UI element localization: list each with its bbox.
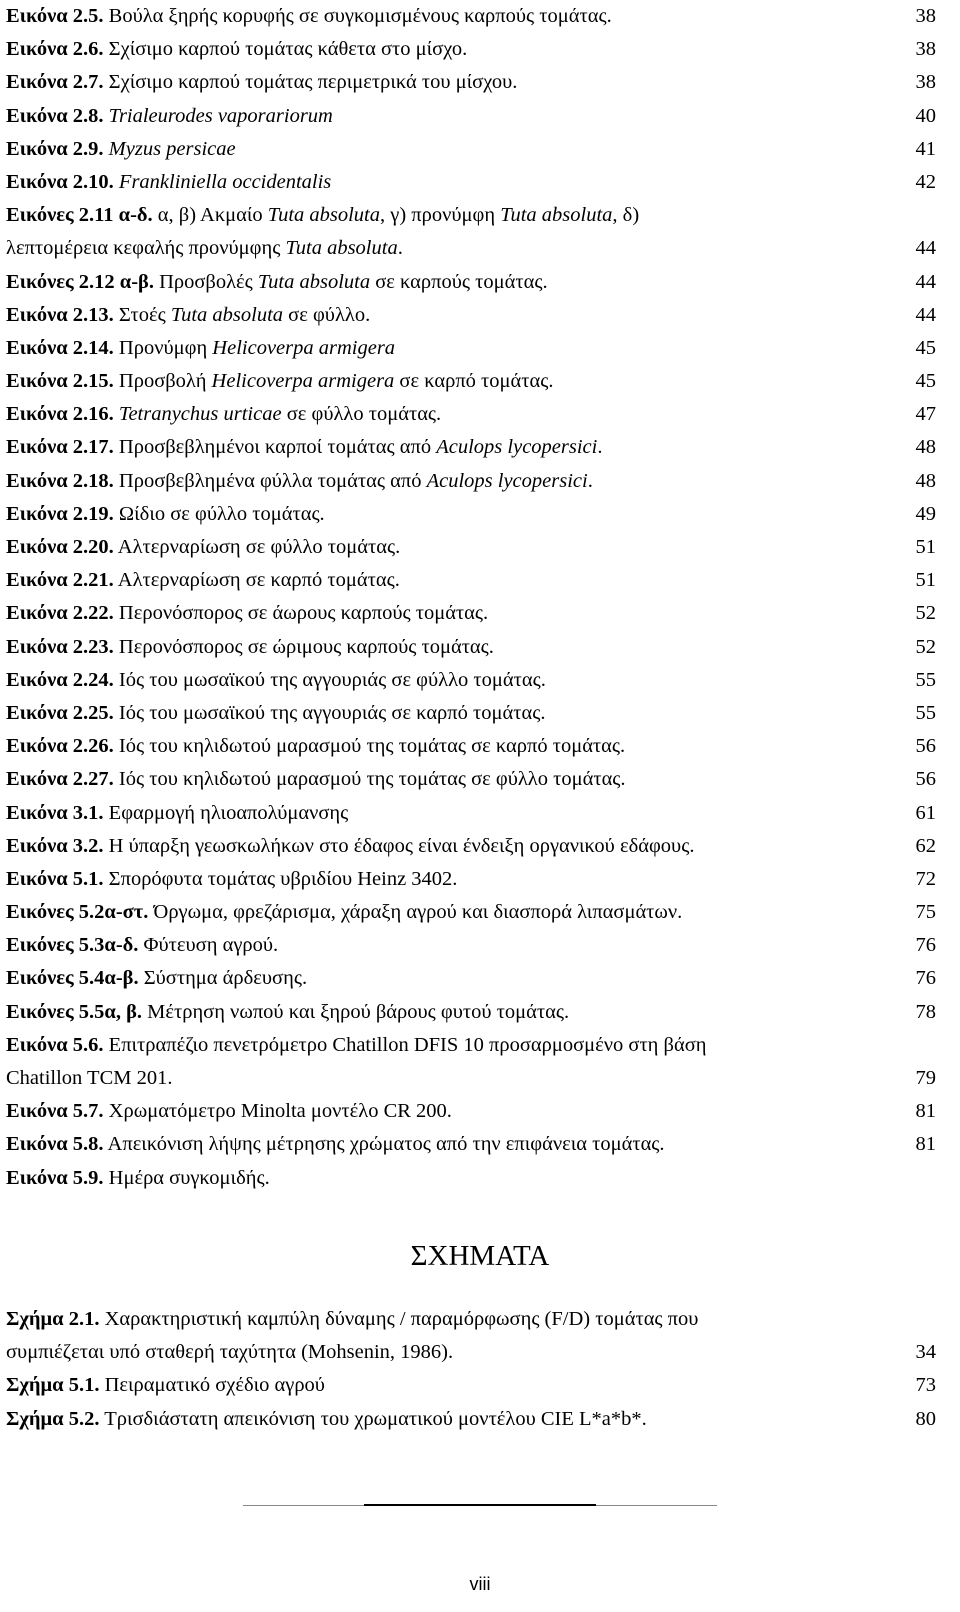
toc-entry-text (6, 1162, 926, 1195)
toc-line (6, 1029, 936, 1062)
toc-entry (6, 830, 936, 863)
entry-text-segment: Σπορόφυτα τομάτας υβριδίου Heinz 3402. (103, 867, 458, 890)
toc-entry-label: Εικόνα 2.5. (6, 5, 104, 27)
toc-page-number: 78 (915, 1000, 936, 1023)
entry-text-segment: σε φύλλο τομάτας. (281, 403, 442, 426)
entry-text-segment: α, β) Ακμαίο (152, 204, 268, 227)
toc-entry-label: Εικόνα 2.17. (6, 436, 114, 459)
toc-entry-label: Εικόνα 2.23. (6, 635, 114, 658)
toc-entry (6, 697, 936, 730)
toc-entry-text (6, 962, 906, 995)
entry-text-segment: Χρωματόμετρο Minolta μοντέλο CR 200. (103, 1100, 452, 1123)
entry-text-segment: , γ) προνύμφη (380, 204, 501, 227)
toc-page-number: 38 (915, 71, 936, 94)
entry-text-segment: Εφαρμογή ηλιοαπολύμανσης (103, 801, 349, 824)
toc-entry-text (6, 830, 906, 863)
toc-page-number: 55 (915, 668, 936, 691)
toc-page-number: 45 (915, 370, 936, 393)
toc-entry-text (6, 431, 906, 464)
toc-entry-label: Εικόνα 2.14. (6, 336, 114, 359)
entry-text-segment: Προσβεβλημένα φύλλα τομάτας από (113, 469, 427, 492)
toc-line (6, 498, 936, 531)
toc-entry-label: Εικόνα 2.18. (6, 469, 114, 492)
toc-entry (6, 531, 936, 564)
toc-line (6, 962, 936, 995)
toc-line (6, 431, 936, 464)
entry-text-segment: Η ύπαρξη γεωσκωλήκων στο έδαφος είναι ένδειξη οργανικού εδάφους. (103, 834, 695, 857)
entry-text-segment: Βούλα ξηρής κορυφής σε συγκομισμένους καρπούς τομάτας. (103, 5, 612, 27)
toc-entry-label: Εικόνα 2.10. (6, 170, 114, 193)
toc-entry-text (6, 564, 906, 597)
toc-line (6, 299, 936, 332)
entry-text-segment: Ιός του κηλιδωτού μαρασμού της τομάτας σε φύλλο τομάτας. (113, 768, 626, 791)
toc-entry-text (6, 1369, 906, 1402)
toc-page-number: 52 (915, 602, 936, 625)
toc-entry-label: Εικόνα 2.7. (6, 71, 104, 94)
entry-text-segment: Helicoverpa armigera (212, 336, 396, 359)
toc-entry (6, 498, 936, 531)
toc-entry (6, 465, 936, 498)
entry-text-segment: Frankliniella occidentalis (118, 170, 332, 193)
toc-line (6, 996, 936, 1029)
toc-line (6, 631, 936, 664)
toc-page-number: 40 (915, 104, 936, 127)
entry-text-segment: Chatillon TCM 201. (6, 1067, 173, 1089)
toc-line (6, 863, 936, 896)
toc-entry (6, 0, 936, 33)
entry-text-segment: Στοές (113, 303, 171, 326)
entry-text-segment: Σχίσιμο καρπού τομάτας περιμετρικά του μίσχου. (103, 71, 518, 94)
toc-entry (6, 1303, 936, 1369)
entry-text-segment: Σχίσιμο καρπού τομάτας κάθετα στο μίσχο. (103, 38, 468, 61)
toc-line (6, 1369, 936, 1402)
entry-text-segment: Προνύμφη (113, 336, 213, 359)
toc-entry-label: Εικόνα 2.8. (6, 104, 104, 127)
toc-entry-label: Εικόνα 5.6. (6, 1033, 104, 1056)
toc-entry (6, 664, 936, 697)
toc-line (6, 597, 936, 630)
toc-page-number: 44 (915, 237, 936, 260)
entry-text-segment: Αλτερναρίωση σε φύλλο τομάτας. (113, 536, 401, 558)
toc-entry (6, 166, 936, 199)
toc-entry-text (6, 1336, 906, 1369)
entry-text-segment: , δ) (612, 204, 640, 227)
toc-entry-text (6, 100, 906, 133)
toc-page-number: 51 (915, 536, 936, 558)
toc-entry-text (6, 133, 906, 166)
toc-entry-text (6, 697, 906, 730)
toc-entry-text (6, 1062, 906, 1095)
toc-page-number: 48 (915, 469, 936, 492)
toc-line (6, 199, 936, 232)
toc-entry-label: Εικόνα 2.6. (6, 38, 104, 61)
toc-entry-text (6, 863, 906, 896)
toc-page-number: 61 (915, 801, 936, 824)
toc-entry-label: Εικόνες 2.12 α-β. (6, 270, 154, 293)
toc-entry-label: Εικόνα 5.8. (6, 1133, 104, 1156)
entry-text-segment: Απεικόνιση λήψης μέτρησης χρώματος από την επιφάνεια τομάτας. (103, 1133, 665, 1156)
toc-line (6, 133, 936, 166)
toc-entry (6, 896, 936, 929)
toc-entry (6, 1162, 936, 1195)
toc-line (6, 929, 936, 962)
entry-text-segment: Μέτρηση νωπού και ξηρού βάρους φυτού τομάτας. (142, 1000, 570, 1023)
toc-entry (6, 763, 936, 796)
toc-entry-text (6, 166, 906, 199)
toc-entry-label: Εικόνα 2.16. (6, 403, 114, 426)
toc-line (6, 166, 936, 199)
toc-entry (6, 199, 936, 265)
toc-entry-text (6, 896, 906, 929)
toc-entry-label: Εικόνα 3.1. (6, 801, 104, 824)
toc-line (6, 763, 936, 796)
toc-entry-text (6, 0, 906, 33)
toc-line (6, 1095, 936, 1128)
toc-line-continuation (6, 1336, 936, 1369)
entry-text-segment: Ημέρα συγκομιδής. (103, 1166, 270, 1189)
toc-entry-text (6, 1128, 906, 1161)
toc-entry (6, 597, 936, 630)
entry-text-segment: Τρισδιάστατη απεικόνιση του χρωματικού μοντέλου CIE L*a*b*. (99, 1407, 647, 1430)
toc-entry-label: Εικόνα 2.24. (6, 668, 114, 691)
entry-text-segment: Tuta absoluta (500, 204, 613, 227)
toc-entry (6, 133, 936, 166)
entry-text-segment: Tuta absoluta (257, 270, 371, 293)
entry-text-segment: . (597, 436, 603, 459)
toc-page-number: 34 (915, 1341, 936, 1364)
toc-entry (6, 631, 936, 664)
toc-page-number: 73 (915, 1374, 936, 1397)
entry-text-segment: Ιός του κηλιδωτού μαρασμού της τομάτας σε καρπό τομάτας. (113, 735, 626, 758)
toc-page-number: 44 (915, 270, 936, 293)
entry-text-segment: Tuta absoluta (170, 303, 284, 326)
entry-text-segment: Tetranychus urticae (118, 403, 282, 426)
toc-entry (6, 996, 936, 1029)
toc-entry-label: Εικόνες 5.4α-β. (6, 967, 139, 990)
toc-page-number: 81 (915, 1133, 936, 1156)
toc-entry-text (6, 398, 906, 431)
toc-page-number: 38 (915, 5, 936, 27)
toc-entry-text (6, 996, 906, 1029)
toc-entry (6, 1403, 936, 1436)
toc-page-number: 80 (915, 1407, 936, 1430)
toc-entry (6, 431, 936, 464)
toc-entry-label: Εικόνα 2.27. (6, 768, 114, 791)
toc-entry-label: Εικόνα 5.9. (6, 1166, 104, 1189)
entry-text-segment: . (397, 237, 403, 260)
toc-entry-text (6, 1095, 906, 1128)
toc-page-number: 76 (915, 934, 936, 957)
entry-text-segment: Trialeurodes vaporariorum (108, 104, 333, 127)
toc-line (6, 697, 936, 730)
toc-page-number: 47 (915, 403, 936, 426)
toc-entry-text (6, 1303, 936, 1336)
toc-entry (6, 33, 936, 66)
entry-text-segment: Ιός του μωσαϊκού της αγγουριάς σε φύλλο τομάτας. (113, 668, 546, 691)
entry-text-segment: Φύτευση αγρού. (138, 934, 279, 957)
toc-page-number: 41 (915, 137, 936, 160)
entry-text-segment: Όργωμα, φρεζάρισμα, χάραξη αγρού και διασπορά λιπασμάτων. (148, 901, 683, 924)
toc-entry-text (6, 664, 906, 697)
entry-text-segment: . (587, 469, 593, 492)
toc-entry-label: Εικόνα 2.21. (6, 569, 114, 592)
toc-entry-label: Εικόνα 5.1. (6, 867, 104, 890)
toc-page-number: 56 (915, 768, 936, 791)
toc-page-number: 75 (915, 901, 936, 924)
toc-entry-text (6, 631, 906, 664)
toc-page-number: 72 (915, 867, 936, 890)
toc-entry-label: Εικόνες 5.3α-δ. (6, 934, 139, 957)
toc-page-number: 62 (915, 834, 936, 857)
page-number: viii (469, 1574, 491, 1594)
figures-list (6, 0, 936, 1195)
toc-line (6, 830, 936, 863)
toc-page-number: 76 (915, 967, 936, 990)
toc-entry-label: Εικόνα 5.7. (6, 1100, 104, 1123)
toc-line (6, 465, 936, 498)
entry-text-segment: Πειραματικό σχέδιο αγρού (99, 1374, 325, 1397)
toc-entry-text (6, 66, 906, 99)
toc-entry-label: Εικόνα 2.9. (6, 137, 104, 160)
toc-entry (6, 1369, 936, 1402)
toc-entry (6, 962, 936, 995)
toc-entry-text (6, 199, 936, 232)
toc-line-continuation (6, 1062, 936, 1095)
toc-entry-label: Εικόνες 2.11 α-δ. (6, 204, 153, 227)
entry-text-segment: Helicoverpa armigera (211, 370, 395, 393)
entry-text-segment: σε φύλλο. (283, 303, 371, 326)
toc-entry (6, 1029, 936, 1095)
entry-text-segment: Aculops lycopersici (426, 469, 588, 492)
entry-text-segment: συμπιέζεται υπό σταθερή ταχύτητα (Mohsenin, 1986). (6, 1341, 454, 1364)
toc-entry-text (6, 929, 906, 962)
toc-entry-label: Σχήμα 2.1. (6, 1308, 100, 1330)
entry-text-segment: Ιός του μωσαϊκού της αγγουριάς σε καρπό τομάτας. (113, 701, 546, 724)
toc-entry-label: Εικόνα 2.26. (6, 735, 114, 758)
toc-page-number: 52 (915, 635, 936, 658)
toc-page-number: 51 (915, 569, 936, 592)
entry-text-segment: Χαρακτηριστική καμπύλη δύναμης / παραμόρφωσης (F/D) τομάτας που (99, 1308, 699, 1330)
toc-line (6, 564, 936, 597)
toc-page-number: 49 (915, 502, 936, 525)
toc-entry (6, 398, 936, 431)
toc-entry-text (6, 332, 906, 365)
toc-entry (6, 929, 936, 962)
toc-entry-text (6, 797, 906, 830)
toc-line (6, 0, 936, 33)
toc-entry (6, 1095, 936, 1128)
toc-entry-label: Εικόνα 2.25. (6, 701, 114, 724)
toc-line (6, 797, 936, 830)
toc-page-number: 45 (915, 336, 936, 359)
entry-text-segment: σε καρπούς τομάτας. (370, 270, 548, 293)
toc-entry-label: Εικόνες 5.2α-στ. (6, 901, 149, 924)
toc-entry-text (6, 597, 906, 630)
entry-text-segment: σε καρπό τομάτας. (394, 370, 554, 393)
toc-line (6, 730, 936, 763)
toc-entry-label: Εικόνες 5.5α, β. (6, 1000, 143, 1023)
entry-text-segment: Αλτερναρίωση σε καρπό τομάτας. (113, 569, 400, 592)
toc-entry-label: Εικόνα 2.13. (6, 303, 114, 326)
toc-entry (6, 797, 936, 830)
toc-line (6, 365, 936, 398)
entry-text-segment: Περονόσπορος σε ώριμους καρπούς τομάτας. (113, 635, 494, 658)
entry-text-segment: Tuta absoluta (267, 204, 381, 227)
toc-entry (6, 66, 936, 99)
toc-page-number: 56 (915, 735, 936, 758)
entry-text-segment: Περονόσπορος σε άωρους καρπούς τομάτας. (113, 602, 489, 625)
entry-text-segment: Προσβολή (113, 370, 212, 393)
toc-line (6, 1128, 936, 1161)
toc-entry-text (6, 266, 906, 299)
toc-line (6, 398, 936, 431)
toc-line (6, 100, 936, 133)
toc-entry-label: Εικόνα 2.19. (6, 502, 114, 525)
entry-text-segment: Ωίδιο σε φύλλο τομάτας. (113, 502, 325, 525)
toc-page-number: 48 (915, 436, 936, 459)
entry-text-segment: Προσβεβλημένοι καρποί τομάτας από (113, 436, 437, 459)
footer-rule-center (364, 1504, 596, 1506)
toc-line (6, 896, 936, 929)
toc-entry (6, 365, 936, 398)
toc-entry-text (6, 730, 906, 763)
toc-line (6, 33, 936, 66)
toc-entry-text (6, 1403, 906, 1436)
toc-entry-text (6, 498, 906, 531)
schemes-heading: ΣΧΗΜΑΤΑ (410, 1240, 550, 1272)
entry-text-segment: Επιτραπέζιο πενετρόμετρο Chatillon DFIS 10 προσαρμοσμένο στη βάση (103, 1033, 707, 1056)
toc-entry (6, 266, 936, 299)
toc-line (6, 664, 936, 697)
toc-entry-text (6, 232, 906, 265)
toc-line (6, 332, 936, 365)
toc-page-number: 79 (915, 1067, 936, 1089)
toc-entry (6, 730, 936, 763)
toc-entry (6, 332, 936, 365)
toc-line (6, 266, 936, 299)
toc-entry-text (6, 465, 906, 498)
toc-entry-label: Εικόνα 2.22. (6, 602, 114, 625)
entry-text-segment: Aculops lycopersici (436, 436, 598, 459)
entry-text-segment: λεπτομέρεια κεφαλής προνύμφης (6, 237, 286, 260)
toc-page-number: 55 (915, 701, 936, 724)
entry-text-segment: Σύστημα άρδευσης. (138, 967, 308, 990)
entry-text-segment: Myzus persicae (108, 137, 236, 160)
toc-entry-label: Εικόνα 2.20. (6, 536, 114, 558)
toc-page-number: 38 (915, 38, 936, 61)
schemes-list (6, 1303, 936, 1436)
toc-entry-text (6, 1029, 936, 1062)
toc-line (6, 1162, 936, 1195)
toc-line (6, 1303, 936, 1336)
toc-line-continuation (6, 232, 936, 265)
toc-line (6, 531, 936, 564)
toc-entry-text (6, 33, 906, 66)
toc-line (6, 66, 936, 99)
toc-entry (6, 1128, 936, 1161)
toc-entry (6, 564, 936, 597)
toc-entry-text (6, 763, 906, 796)
toc-entry (6, 299, 936, 332)
entry-text-segment: Tuta absoluta (285, 237, 398, 260)
toc-page-number: 44 (915, 303, 936, 326)
toc-page-number: 81 (915, 1100, 936, 1123)
toc-entry-text (6, 299, 906, 332)
toc-page-number: 42 (915, 170, 936, 193)
toc-entry (6, 863, 936, 896)
toc-entry-label: Εικόνα 3.2. (6, 834, 104, 857)
toc-entry (6, 100, 936, 133)
toc-entry-text (6, 531, 906, 564)
toc-line (6, 1403, 936, 1436)
toc-entry-label: Σχήμα 5.1. (6, 1374, 100, 1397)
toc-entry-label: Σχήμα 5.2. (6, 1407, 100, 1430)
toc-entry-label: Εικόνα 2.15. (6, 370, 114, 393)
entry-text-segment: Προσβολές (153, 270, 258, 293)
toc-entry-text (6, 365, 906, 398)
